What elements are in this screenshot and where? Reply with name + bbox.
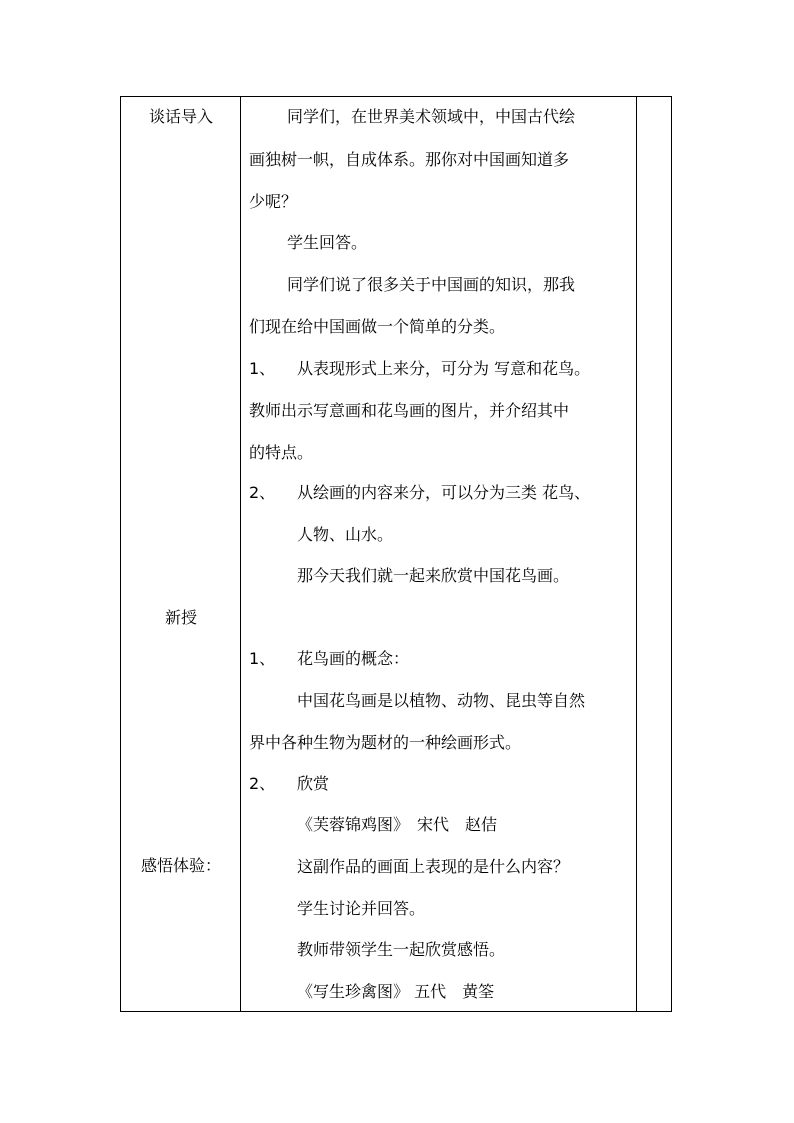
list-item-text: 从绘画的内容来分，可以分为三类 花鸟、 (297, 483, 591, 502)
paragraph-line: 画独树一帜，自成体系。那你对中国画知道多 (249, 150, 570, 169)
label-new: 新授 (164, 608, 197, 627)
label-intro: 谈话导入 (148, 107, 213, 126)
paragraph-line: 同学们，在世界美术领域中，中国古代绘 (287, 107, 576, 126)
list-number: 1、 (249, 359, 276, 378)
list-number: 2、 (249, 774, 276, 793)
section-title: 欣赏 (297, 774, 330, 793)
column-divider-right (636, 97, 637, 1011)
paragraph-line: 教师出示写意画和花鸟画的图片，并介绍其中 (249, 401, 570, 420)
paragraph-line: 那今天我们就一起来欣赏中国花鸟画。 (297, 566, 570, 585)
paragraph-line: 学生回答。 (287, 233, 368, 252)
artwork-title: 《芙蓉锦鸡图》 宋代 赵佶 (297, 815, 498, 834)
list-item-text: 人物、山水。 (297, 525, 394, 544)
paragraph-line: 少呢？ (249, 192, 298, 211)
paragraph-line: 中国花鸟画是以植物、动物、昆虫等自然 (297, 691, 586, 710)
list-item-text: 从表现形式上来分，可分为 写意和花鸟。 (297, 359, 591, 378)
paragraph-line: 教师带领学生一起欣赏感悟。 (297, 940, 506, 959)
list-number: 1、 (249, 649, 276, 668)
label-feel: 感悟体验： (140, 856, 221, 875)
artwork-title: 《写生珍禽图》 五代 黄筌 (297, 982, 495, 1001)
list-number: 2、 (249, 483, 276, 502)
lesson-table (120, 96, 672, 1012)
paragraph-line: 同学们说了很多关于中国画的知识，那我 (287, 275, 576, 294)
paragraph-line: 这副作品的画面上表现的是什么内容？ (297, 857, 570, 876)
paragraph-line: 学生讨论并回答。 (297, 899, 426, 918)
paragraph-line: 的特点。 (249, 443, 314, 462)
paragraph-line: 们现在给中国画做一个简单的分类。 (249, 317, 506, 336)
section-title: 花鸟画的概念： (297, 649, 410, 668)
paragraph-line: 界中各种生物为题材的一种绘画形式。 (249, 733, 522, 752)
